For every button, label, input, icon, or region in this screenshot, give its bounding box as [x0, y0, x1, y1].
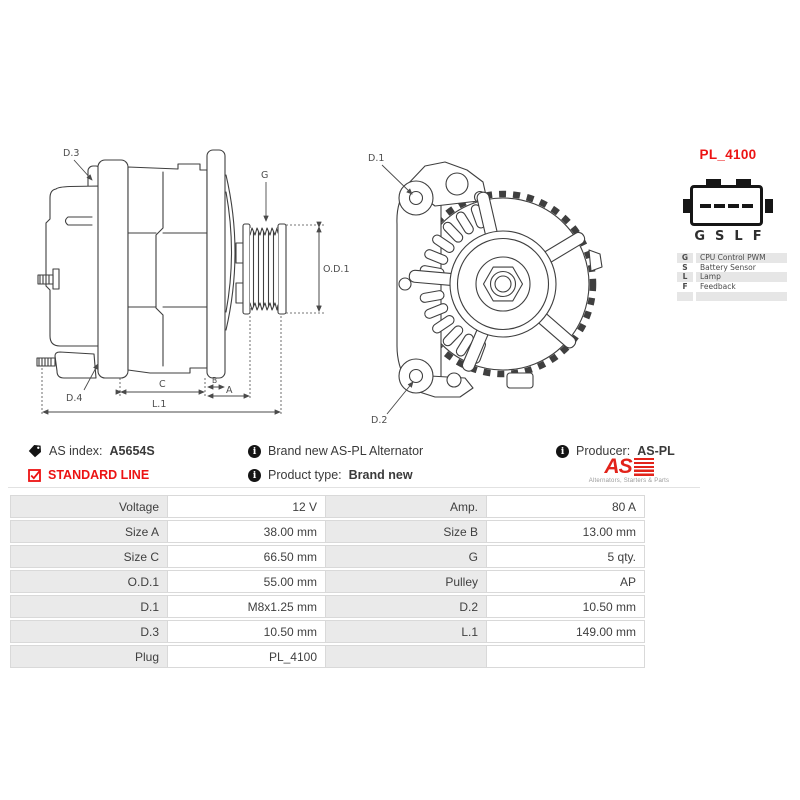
dim-d3-label: D.3 [63, 148, 80, 159]
side-pulley [243, 224, 286, 314]
spec-label-cell: Pulley [326, 570, 487, 593]
table-row [10, 495, 645, 518]
info-icon: i [556, 445, 569, 458]
spec-label-cell: Amp. [326, 495, 487, 518]
connector-housing [690, 185, 763, 226]
spec-value-cell: M8x1.25 mm [168, 595, 326, 618]
alternator-side-view-drawing [30, 140, 350, 432]
side-bottom-lug [55, 352, 96, 378]
connector-pin [700, 204, 711, 208]
info-icon: i [248, 469, 261, 482]
table-row [10, 595, 645, 618]
product-type-label: Product type: [268, 468, 342, 482]
spec-label-cell: Voltage [10, 495, 168, 518]
spec-label-cell: D.2 [326, 595, 487, 618]
spec-value-cell: 55.00 mm [168, 570, 326, 593]
section-divider [8, 487, 700, 488]
as-index-value: A5654S [109, 444, 155, 458]
front-bottom-tab [507, 373, 533, 388]
spec-value-cell: AP [487, 570, 645, 593]
table-row [10, 545, 645, 568]
table-row [10, 570, 645, 593]
as-pl-logo [586, 457, 672, 484]
legend-row [677, 292, 787, 302]
producer-value: AS-PL [637, 444, 675, 458]
dim-g-label: G [261, 170, 269, 181]
table-row [10, 520, 645, 543]
legend-pin-desc: Battery Sensor [696, 263, 787, 273]
legend-pin-desc [696, 292, 787, 302]
spec-label-cell: Size C [10, 545, 168, 568]
side-rear-cover [46, 186, 100, 346]
pin-letter: S [715, 229, 725, 244]
brand-new-row [248, 443, 423, 459]
legend-row [677, 272, 787, 282]
legend-pin-letter: F [677, 282, 693, 292]
spec-label-cell: D.1 [10, 595, 168, 618]
spec-value-cell: 5 qty. [487, 545, 645, 568]
front-pulley [450, 231, 556, 337]
connector-side-tab [765, 199, 773, 213]
connector-pin-letters [683, 229, 773, 244]
logo-stripes [634, 458, 654, 477]
dim-od1-label: O.D.1 [323, 264, 350, 275]
pin-letter: F [752, 229, 762, 244]
spec-table [10, 495, 645, 670]
connector-pin [728, 204, 739, 208]
legend-pin-letter [677, 292, 693, 302]
product-type-row [248, 467, 413, 483]
legend-pin-desc: Feedback [696, 282, 787, 292]
legend-row [677, 253, 787, 263]
table-row [10, 645, 645, 668]
producer-label: Producer: [576, 444, 631, 458]
side-front-bracket [207, 150, 225, 378]
dim-c-label: C [159, 379, 166, 390]
legend-pin-letter: G [677, 253, 693, 263]
logo-subtext: Alternators, Starters & Parts [588, 478, 670, 484]
dim-d1-label: D.1 [368, 153, 385, 164]
info-icon: i [248, 445, 261, 458]
spec-value-cell: 10.50 mm [168, 620, 326, 643]
pin-letter: L [734, 229, 743, 244]
dim-d2-label: D.2 [371, 415, 388, 426]
standard-line-label: STANDARD LINE [48, 468, 150, 482]
brand-new-text: Brand new AS-PL Alternator [268, 444, 424, 458]
dim-a-label: A [226, 385, 233, 396]
plug-code-title: PL_4100 [699, 147, 757, 162]
table-row [10, 620, 645, 643]
connector-pin [714, 204, 725, 208]
legend-row [677, 282, 787, 292]
pin-legend-table [677, 253, 787, 301]
spec-value-cell: 38.00 mm [168, 520, 326, 543]
spec-value-cell: 66.50 mm [168, 545, 326, 568]
connector-pin [742, 204, 753, 208]
spec-label-cell: G [326, 545, 487, 568]
spec-value-cell: PL_4100 [168, 645, 326, 668]
spec-label-cell: L.1 [326, 620, 487, 643]
spec-value-cell [487, 645, 645, 668]
side-body [128, 164, 207, 373]
legend-row [677, 263, 787, 273]
spec-label-cell [326, 645, 487, 668]
pin-letter: G [694, 229, 706, 244]
spec-value-cell: 10.50 mm [487, 595, 645, 618]
legend-pin-desc: CPU Control PWM [696, 253, 787, 263]
dim-d4-label: D.4 [66, 393, 83, 404]
as-index-row [28, 443, 155, 459]
logo-text: AS [604, 455, 632, 478]
dim-l1-label: L.1 [152, 399, 167, 410]
alternator-front-view-drawing [345, 140, 640, 432]
tag-icon [28, 444, 42, 458]
spec-value-cell: 12 V [168, 495, 326, 518]
dim-b-label: B [212, 376, 218, 385]
checkbox-icon [28, 469, 41, 482]
spec-label-cell: D.3 [10, 620, 168, 643]
spec-value-cell: 149.00 mm [487, 620, 645, 643]
spec-label-cell: Size A [10, 520, 168, 543]
spec-label-cell: Size B [326, 520, 487, 543]
plug-connector-drawing [683, 178, 773, 230]
spec-value-cell: 80 A [487, 495, 645, 518]
as-index-label: AS index: [49, 444, 103, 458]
legend-pin-desc: Lamp [696, 272, 787, 282]
standard-line-row [28, 467, 149, 483]
legend-pin-letter: S [677, 263, 693, 273]
legend-pin-letter: L [677, 272, 693, 282]
spec-label-cell: Plug [10, 645, 168, 668]
spec-label-cell: O.D.1 [10, 570, 168, 593]
spec-value-cell: 13.00 mm [487, 520, 645, 543]
side-rear-bracket [98, 160, 128, 378]
product-type-value: Brand new [348, 468, 413, 482]
